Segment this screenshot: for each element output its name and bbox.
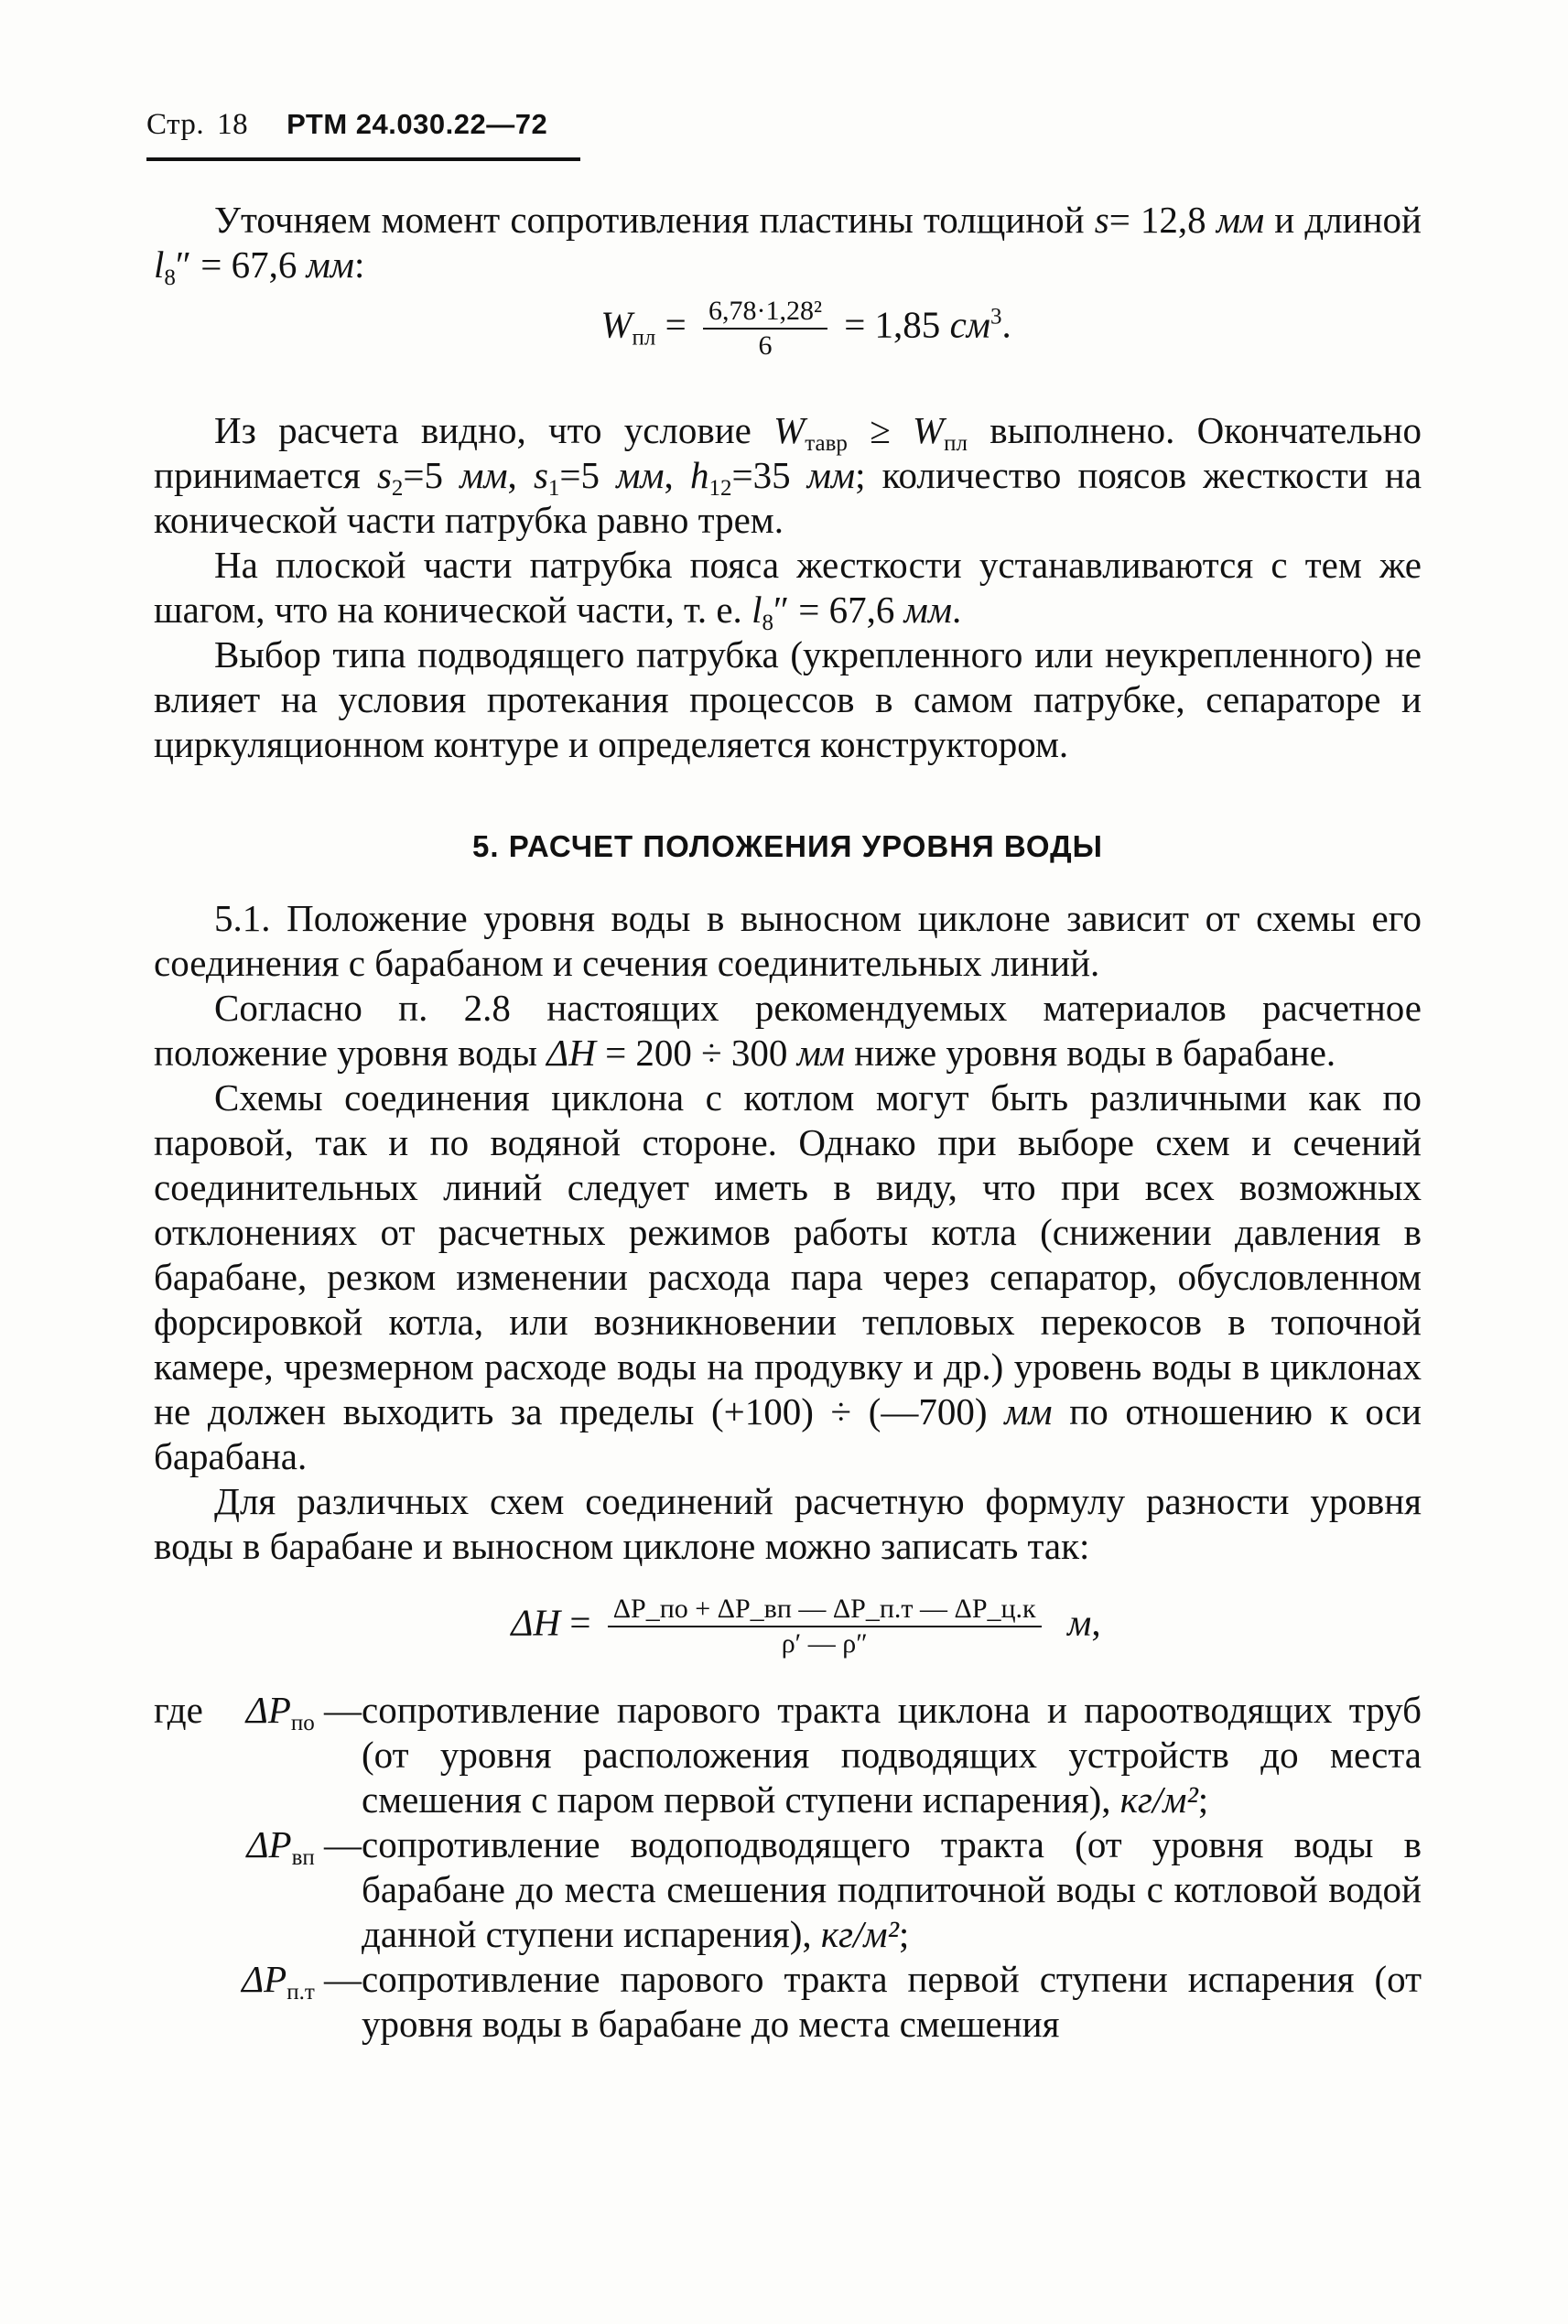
- definition-term: $\Delta P_{вп}$ —: [246, 1823, 362, 1870]
- page-number: 18: [217, 108, 249, 141]
- paragraph-plate-modulus: Уточняем момент сопротивления пластины толщиной s= 12,8 мм и длиной $l_8'' = 67,6$ мм:: [154, 199, 1422, 290]
- fraction-numerator: ΔP_по + ΔP_вп — ΔP_п.т — ΔP_ц.к: [608, 1593, 1042, 1627]
- definition-term: $\Delta P_{п.т}$ —: [242, 1958, 362, 2005]
- header-rule: [146, 157, 580, 161]
- paragraph-condition: Из расчета видно, что условие $W_{тавр} \ge W_{пл}$ выполнено. Окончательно принимается $s_2=5$ мм, $s_1=5$ мм, $h_{12}=35$ мм; количество поясов жесткости на конической части патрубка равно трем.: [154, 409, 1422, 541]
- definition-term: где $\Delta P_{по}$ —: [154, 1689, 362, 1735]
- paragraph-design-level: Согласно п. 2.8 настоящих рекомендуемых материалов расчетное положение уровня воды ΔH = 200 ÷ 300 мм ниже уровня воды в барабане.: [154, 987, 1422, 1074]
- formula-level-difference: ΔH = $\frac{\Delta P\_по + \Delta P\_вп — \Delta P\_п.т — \Delta P\_ц.к}{\rho' — \rho''}$ м,: [511, 1594, 1101, 1659]
- definition-item: [154, 1688, 1422, 1822]
- definition-item: [154, 1822, 1422, 1957]
- definition-text: сопротивление парового тракта первой ступени испарения (от уровня воды в барабане до места смешения: [362, 1958, 1422, 2045]
- definition-text: сопротивление парового тракта циклона и пароотводящих труб (от уровня расположения подводящих устройств до места смешения с паром первой ступени испарения), кг/м²;: [362, 1689, 1422, 1821]
- fraction: [703, 295, 827, 362]
- page-header: [146, 108, 547, 142]
- definition-text: сопротивление водоподводящего тракта (от уровня воды в барабане до места смешения подпиточной воды с котловой водой данной ступени испарения), кг/м²;: [362, 1823, 1422, 1955]
- page-label: Стр.: [146, 108, 205, 141]
- fraction: [608, 1593, 1042, 1660]
- formula-section-modulus: $W_{пл}$ = $\frac{\text{6,78·1,28²}}{6}$ = 1,85 $см^3$.: [600, 296, 1011, 361]
- page-body: [154, 198, 1422, 2047]
- fraction-denominator: ρ′ — ρ″: [781, 1628, 868, 1659]
- paragraph-5-1: 5.1. Положение уровня воды в выносном циклоне зависит от схемы его соединения с барабаном и сечения соединительных линий.: [154, 897, 1422, 984]
- fraction-numerator: 6,78·1,28²: [703, 295, 827, 330]
- definitions-list: [154, 1688, 1422, 2047]
- definition-item: [154, 1957, 1422, 2047]
- paragraph-nozzle-choice: Выбор типа подводящего патрубка (укрепленного или неукрепленного) не влияет на условия протекания процессов в самом патрубке, сепараторе и циркуляционном контуре и определяется конструктором.: [154, 633, 1422, 765]
- paragraph-flat-part: На плоской части патрубка пояса жесткости устанавливаются с тем же шагом, что на конической части, т. е. $l_8'' = 67,6$ мм.: [154, 544, 1422, 635]
- section-title: 5. РАСЧЕТ ПОЛОЖЕНИЯ УРОВНЯ ВОДЫ: [472, 829, 1103, 863]
- fraction-denominator: 6: [758, 330, 773, 361]
- paragraph-connection-schemes: Схемы соединения циклона с котлом могут быть различными как по паровой, так и по водяной стороне. Однако при выборе схем и сечений соединительных линий следует иметь в виду, что при всех возможных отклонениях от расчетных режимов работы котла (снижении давления в барабане, резком изменении расхода пара через сепаратор, обусловленном форсировкой котла, или возникновении тепловых перекосов в топочной камере, чрезмерном расходе воды на продувку и др.) уровень воды в циклонах не должен выходить за пределы (+100) ÷ (—700) мм по отношению к оси барабана.: [154, 1076, 1422, 1477]
- paragraph-formula-intro: Для различных схем соединений расчетную формулу разности уровня воды в барабане и выносном циклоне можно записать так:: [154, 1480, 1422, 1567]
- standard-code: РТМ 24.030.22—72: [287, 108, 548, 140]
